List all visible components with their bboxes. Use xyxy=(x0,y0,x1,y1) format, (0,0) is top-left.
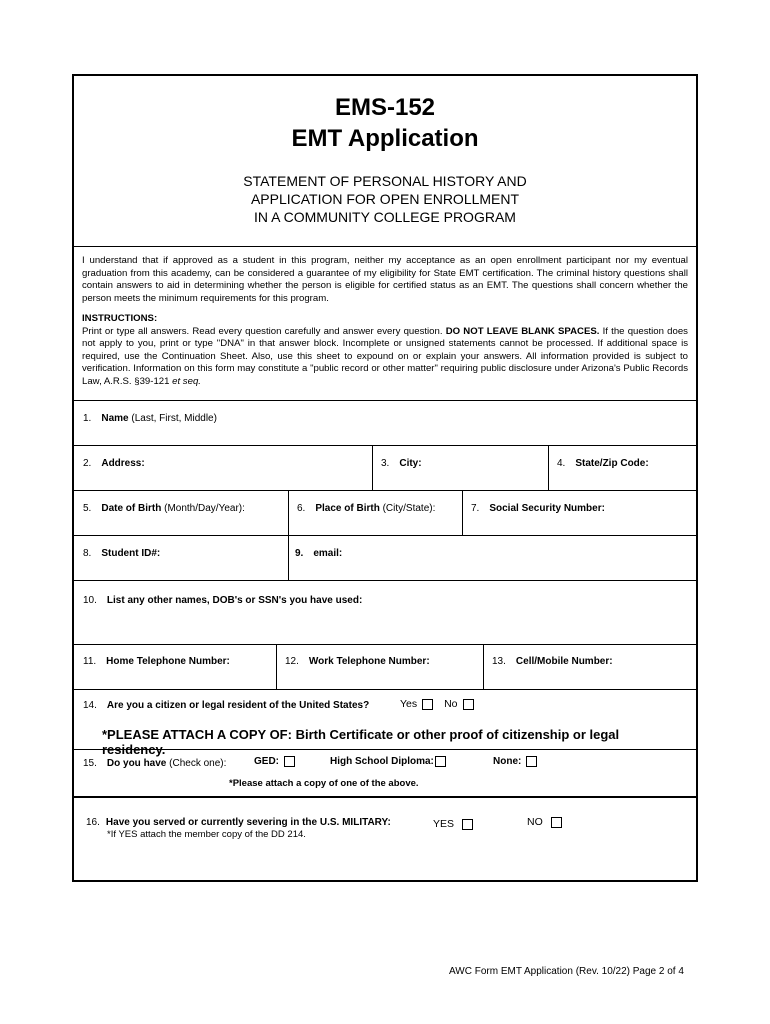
field-hint: (City/State): xyxy=(382,503,436,514)
ged-option xyxy=(254,756,295,767)
field-other-names[interactable] xyxy=(83,595,362,606)
field-work-phone[interactable] xyxy=(285,656,430,667)
field-number: 15. xyxy=(83,758,97,769)
ged-label: GED: xyxy=(254,756,279,768)
field-label: email: xyxy=(313,548,343,559)
education-note: *Please attach a copy of one of the above. xyxy=(229,778,419,789)
instructions-text-a: Print or type all answers. Read every question carefully and answer every question. xyxy=(82,325,443,337)
divider xyxy=(74,580,696,581)
form-title: EMT Application xyxy=(291,125,479,152)
divider xyxy=(74,400,696,401)
field-city[interactable] xyxy=(381,458,422,469)
field-military xyxy=(86,817,391,828)
field-number: 6. xyxy=(297,503,306,514)
divider xyxy=(483,644,484,689)
field-citizenship xyxy=(83,700,369,711)
field-number: 9. xyxy=(295,548,304,559)
field-label: Place of Birth xyxy=(315,503,380,514)
field-label: Student ID#: xyxy=(101,548,161,559)
divider xyxy=(74,689,696,690)
field-state-zip[interactable] xyxy=(557,458,649,469)
no-checkbox[interactable] xyxy=(463,699,474,710)
instructions-text-b: If the question does not apply to you, print or type "DNA" in that answer block. Incomplete or unsigned statements cannot be processed. If additional space is required, use the Continuation Sheet. Also, use this sheet to expound on or explain your answers. All information provided is subject to verification. Information on this form may constitute a "public record or other matter" requiring public disclosure under Arizona's Public Records Law, A.R.S. §39-121 xyxy=(82,325,688,387)
divider xyxy=(74,490,696,491)
instructions xyxy=(82,313,688,388)
title-block xyxy=(74,76,696,246)
subtitle-line-3: IN A COMMUNITY COLLEGE PROGRAM xyxy=(254,209,516,225)
none-checkbox[interactable] xyxy=(526,756,537,767)
attach-note: *PLEASE ATTACH A COPY OF: Birth Certificate or other proof of citizenship or legal residency. xyxy=(102,727,620,757)
divider xyxy=(74,445,696,446)
no-label: NO xyxy=(527,816,543,828)
divider xyxy=(74,749,696,750)
field-hint: (Month/Day/Year): xyxy=(164,503,245,514)
field-number: 7. xyxy=(471,503,480,514)
divider xyxy=(462,490,463,535)
field-name[interactable] xyxy=(83,413,217,424)
instructions-et-seq: et seq. xyxy=(172,375,201,387)
yes-label: YES xyxy=(433,818,455,830)
field-number: 4. xyxy=(557,458,566,469)
diploma-label: High School Diploma: xyxy=(330,756,434,768)
field-number: 1. xyxy=(83,413,92,424)
instructions-warning: DO NOT LEAVE BLANK SPACES. xyxy=(445,325,600,337)
field-address[interactable] xyxy=(83,458,145,469)
field-date-of-birth[interactable] xyxy=(83,503,245,514)
field-label: Have you served or currently severing in the U.S. MILITARY: xyxy=(105,817,391,828)
field-label: Home Telephone Number: xyxy=(106,656,230,667)
military-yes-option xyxy=(433,818,473,830)
field-label: City: xyxy=(399,458,422,469)
field-number: 12. xyxy=(285,656,299,667)
form-number: EMS-152 xyxy=(334,94,436,121)
field-hint: (Check one): xyxy=(169,758,227,769)
diploma-checkbox[interactable] xyxy=(435,756,446,767)
subtitle-line-2: APPLICATION FOR OPEN ENROLLMENT xyxy=(250,191,520,207)
field-email[interactable] xyxy=(295,548,342,559)
ged-checkbox[interactable] xyxy=(284,756,295,767)
field-label: Do you have xyxy=(106,758,167,769)
field-cell-phone[interactable] xyxy=(492,656,613,667)
yes-label: Yes xyxy=(400,698,418,710)
field-label: Are you a citizen or legal resident of the United States? xyxy=(106,700,370,711)
field-label: Date of Birth xyxy=(101,503,162,514)
field-label: Name xyxy=(101,413,129,424)
field-number: 14. xyxy=(83,700,97,711)
diploma-option xyxy=(330,756,446,767)
no-label: No xyxy=(444,698,458,710)
statement-text: I understand that if approved as a student in this program, neither my acceptance as an open enrollment participant nor my eventual graduation from this academy, can be considered a guarantee of my eligibility for State EMT certification. The criminal history questions shall contain answers to aid in determining whether the person is eligible for certified status as an EMT. The questions shall concern whether the person meets the minimum requirements for this program. xyxy=(82,255,688,304)
instructions-heading: INSTRUCTIONS: xyxy=(82,313,158,324)
field-label: Work Telephone Number: xyxy=(308,656,430,667)
field-student-id[interactable] xyxy=(83,548,160,559)
divider xyxy=(74,535,696,536)
field-number: 3. xyxy=(381,458,390,469)
field-ssn[interactable] xyxy=(471,503,605,514)
field-number: 5. xyxy=(83,503,92,514)
divider xyxy=(74,246,696,247)
divider xyxy=(74,644,696,645)
field-number: 8. xyxy=(83,548,92,559)
field-hint: (Last, First, Middle) xyxy=(131,413,217,424)
none-option xyxy=(493,756,537,767)
none-label: None: xyxy=(493,756,522,768)
field-number: 11. xyxy=(83,656,97,667)
field-label: List any other names, DOB's or SSN's you have used: xyxy=(106,595,363,606)
field-place-of-birth[interactable] xyxy=(297,503,435,514)
military-note: *If YES attach the member copy of the DD 214. xyxy=(107,829,306,840)
subtitle-line-1: STATEMENT OF PERSONAL HISTORY AND xyxy=(243,173,527,189)
field-label: Address: xyxy=(101,458,145,469)
divider xyxy=(276,644,277,689)
field-number: 10. xyxy=(83,595,97,606)
field-home-phone[interactable] xyxy=(83,656,230,667)
field-label: State/Zip Code: xyxy=(575,458,649,469)
military-no-option xyxy=(527,816,562,828)
field-number: 16. xyxy=(86,817,100,828)
yes-checkbox[interactable] xyxy=(462,819,473,830)
citizenship-options xyxy=(400,698,474,710)
no-checkbox[interactable] xyxy=(551,817,562,828)
field-number: 13. xyxy=(492,656,506,667)
field-label: Cell/Mobile Number: xyxy=(515,656,613,667)
divider xyxy=(74,796,696,798)
field-education xyxy=(83,758,226,769)
field-number: 2. xyxy=(83,458,92,469)
page-footer: AWC Form EMT Application (Rev. 10/22) Page 2 of 4 xyxy=(449,966,684,977)
yes-checkbox[interactable] xyxy=(422,699,433,710)
divider xyxy=(372,445,373,490)
application-form xyxy=(72,74,698,882)
field-label: Social Security Number: xyxy=(489,503,605,514)
divider xyxy=(548,445,549,490)
